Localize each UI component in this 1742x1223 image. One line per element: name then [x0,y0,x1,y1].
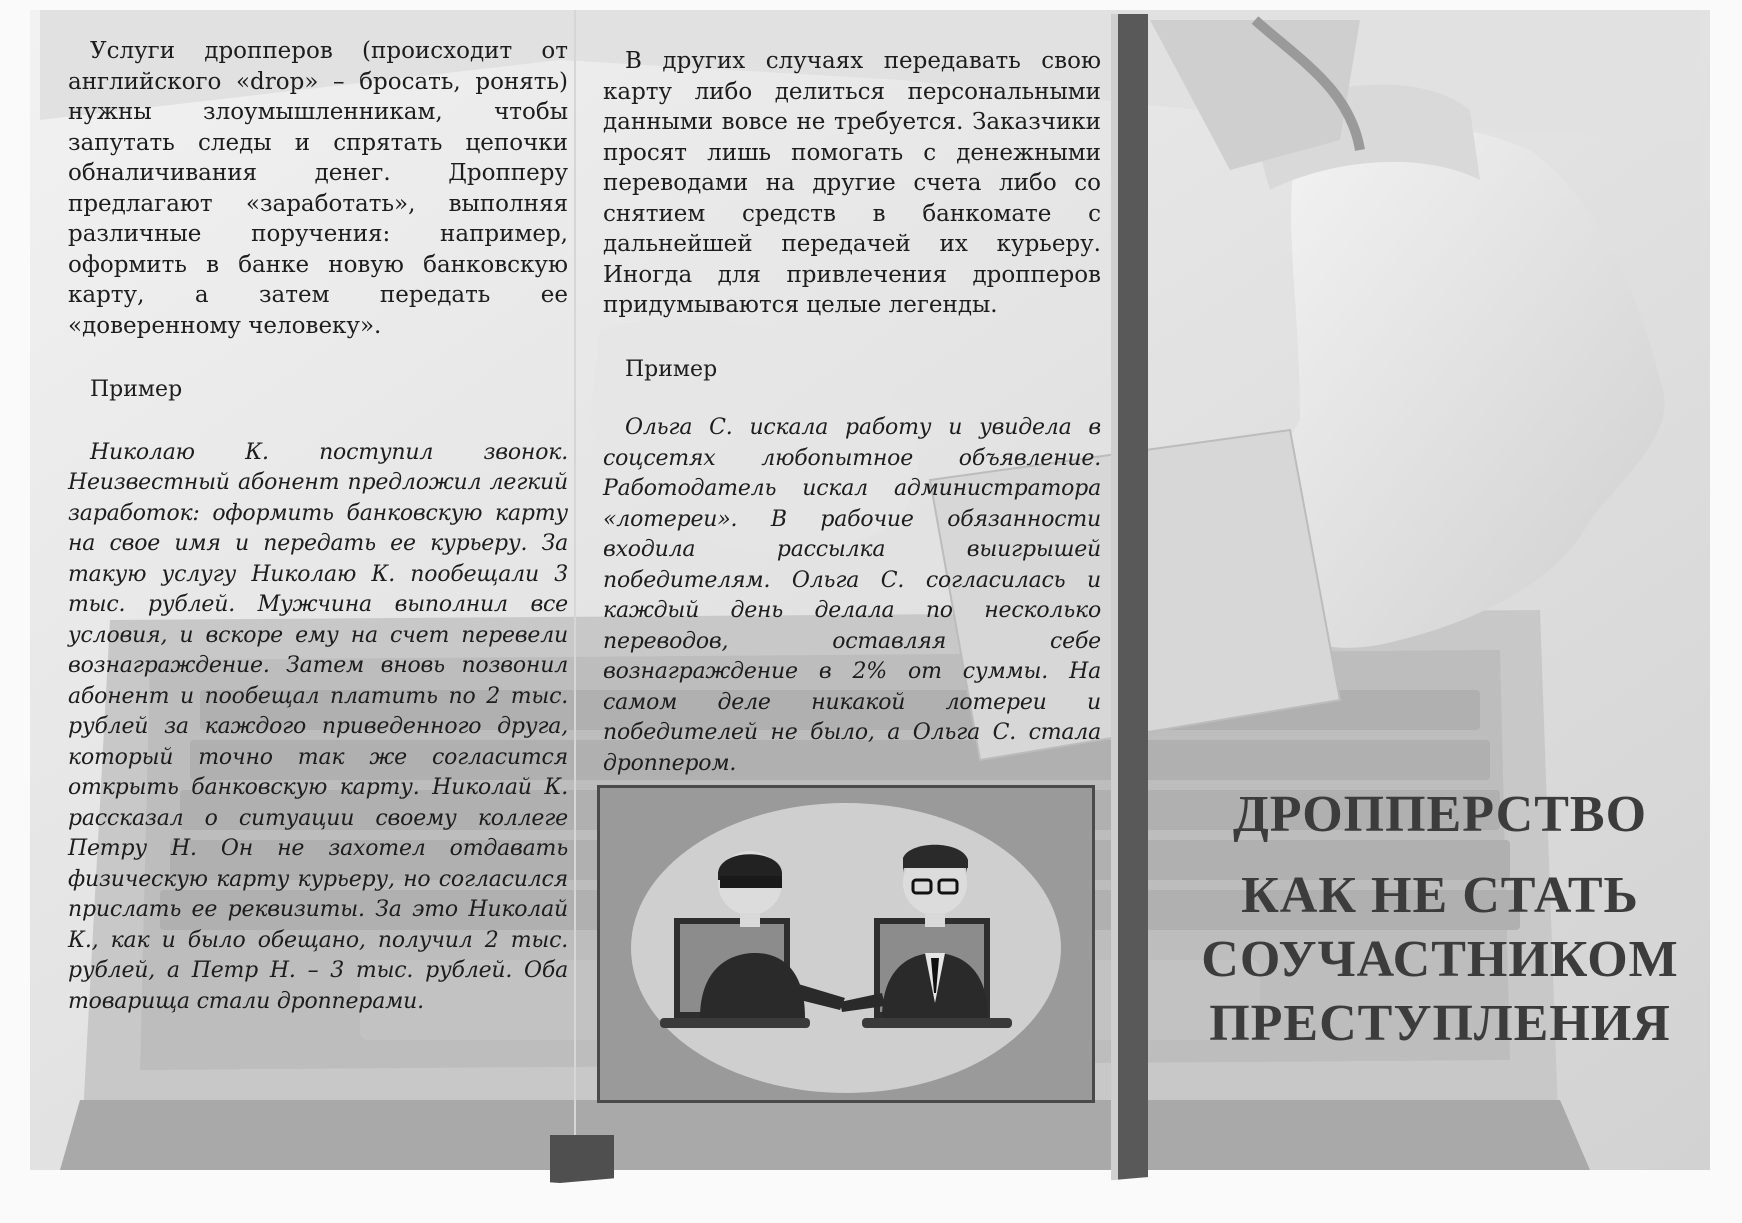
cover-subtitle-line1: КАК НЕ СТАТЬ [1241,867,1639,924]
middle-intro-text: В других случаях передавать свою карту либо делиться персональными данными вовсе не требуется. Заказчики просят лишь помогать с денежными переводами на другие счета либо со снятием средств в банкомате с дальнейшей передачей их курьеру. Иногда для привлечения дропперов придумываются целые легенды. [603,48,1101,318]
torn-paper-edge [0,1168,1742,1223]
cover-subtitle-line2: СОУЧАСТНИКОМ [1201,931,1679,988]
panel-middle [603,46,1101,779]
fold-bar [1118,14,1148,1206]
left-intro-text: Услуги дропперов (происходит от английского «drop» – бросать, ронять) нужны злоумышленникам, чтобы запутать следы и спрятать цепочки обналичивания денег. Дропперу предлагают «заработать», выполняя различные поручения: например, оформить в банке новую банковскую карту, а затем передать ее «доверенному человеку». [68,38,568,339]
middle-example-text: Ольга С. искала работу и увидела в соцсетях любопытное объявление. Работодатель искал администратора «лотереи». В рабочие обязанности входила рассылка выигрышей победителям. Ольга С. согласилась и каждый день делала по несколько переводов, оставляя себе вознаграждение в 2% от суммы. На самом деле никакой лотереи и победителей не было, а Ольга С. стала дроппером. [603,415,1101,776]
panel-left [68,36,568,1017]
left-example-heading: Пример [90,377,183,402]
left-example-text: Николаю К. поступил звонок. Неизвестный абонент предложил легкий заработок: оформить банковскую карту на свое имя и передать ее курьеру. За такую услугу Николаю К. пообещали 3 тыс. рублей. Мужчина выполнил все условия, и вскоре ему на счет перевели вознаграждение. Затем вновь позвонил абонент и пообещал платить по 2 тыс. рублей за каждого приведенного друга, который точно так же согласится открыть банковскую карту. Николай К. рассказал о ситуации своему коллеге Петру Н. Он не захотел отдавать физическую карту курьеру, но согласился прислать ее реквизиты. За это Николай К., как и было обещано, получил 2 тыс. рублей, а Петр Н. – 3 тыс. рублей. Оба товарища стали дропперами. [68,439,568,1014]
cover-title: ДРОППЕРСТВО [1232,786,1648,843]
cover-subtitle-line3: ПРЕСТУПЛЕНИЯ [1209,995,1671,1052]
two-men-on-laptops-illustration [597,785,1095,1103]
cover-title-block [1160,780,1720,1056]
fold-bar-highlight [1111,14,1118,1206]
middle-example-heading: Пример [625,356,718,382]
